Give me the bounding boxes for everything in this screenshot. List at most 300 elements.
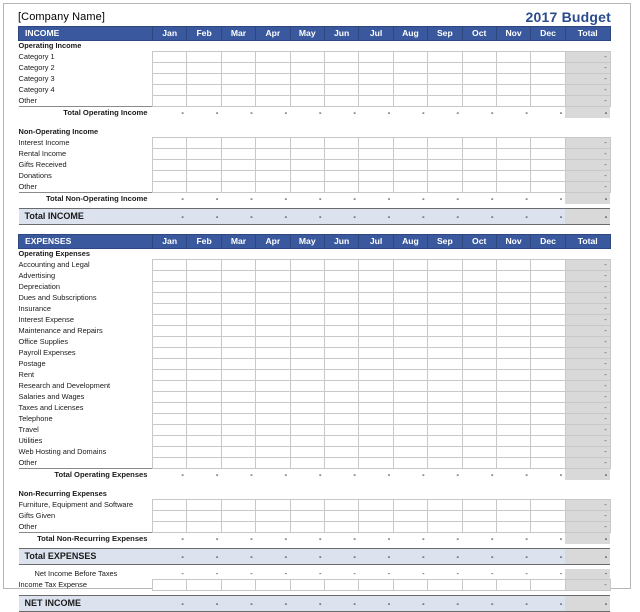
- amount-input-mar[interactable]: [221, 74, 255, 85]
- amount-input-sep[interactable]: [428, 271, 462, 282]
- amount-input-jul[interactable]: [359, 381, 393, 392]
- amount-input-sep[interactable]: [428, 359, 462, 370]
- amount-input-nov[interactable]: [496, 52, 530, 63]
- amount-input-sep[interactable]: [428, 52, 462, 63]
- amount-input-dec[interactable]: [531, 337, 565, 348]
- amount-input-feb[interactable]: [187, 52, 221, 63]
- amount-input-jul[interactable]: [359, 403, 393, 414]
- amount-input-dec[interactable]: [531, 392, 565, 403]
- amount-input-apr[interactable]: [256, 138, 290, 149]
- amount-input-jul[interactable]: [359, 96, 393, 107]
- amount-input-dec[interactable]: [531, 171, 565, 182]
- amount-input-feb[interactable]: [187, 315, 221, 326]
- amount-input-feb[interactable]: [187, 436, 221, 447]
- amount-input-oct[interactable]: [462, 52, 496, 63]
- tax-input-jun[interactable]: [324, 580, 358, 591]
- amount-input-feb[interactable]: [187, 260, 221, 271]
- amount-input-jul[interactable]: [359, 414, 393, 425]
- amount-input-may[interactable]: [290, 304, 324, 315]
- amount-input-dec[interactable]: [531, 511, 565, 522]
- amount-input-dec[interactable]: [531, 370, 565, 381]
- amount-input-dec[interactable]: [531, 522, 565, 533]
- amount-input-jul[interactable]: [359, 348, 393, 359]
- amount-input-jun[interactable]: [324, 359, 358, 370]
- amount-input-dec[interactable]: [531, 436, 565, 447]
- amount-input-aug[interactable]: [393, 96, 427, 107]
- amount-input-aug[interactable]: [393, 260, 427, 271]
- amount-input-jul[interactable]: [359, 171, 393, 182]
- amount-input-may[interactable]: [290, 52, 324, 63]
- amount-input-dec[interactable]: [531, 381, 565, 392]
- amount-input-nov[interactable]: [496, 337, 530, 348]
- amount-input-mar[interactable]: [221, 160, 255, 171]
- amount-input-feb[interactable]: [187, 392, 221, 403]
- amount-input-oct[interactable]: [462, 74, 496, 85]
- amount-input-mar[interactable]: [221, 381, 255, 392]
- amount-input-nov[interactable]: [496, 293, 530, 304]
- amount-input-may[interactable]: [290, 511, 324, 522]
- amount-input-jul[interactable]: [359, 392, 393, 403]
- amount-input-jun[interactable]: [324, 182, 358, 193]
- amount-input-jul[interactable]: [359, 282, 393, 293]
- amount-input-nov[interactable]: [496, 260, 530, 271]
- amount-input-jul[interactable]: [359, 511, 393, 522]
- amount-input-dec[interactable]: [531, 414, 565, 425]
- amount-input-oct[interactable]: [462, 171, 496, 182]
- amount-input-feb[interactable]: [187, 458, 221, 469]
- amount-input-mar[interactable]: [221, 359, 255, 370]
- amount-input-oct[interactable]: [462, 282, 496, 293]
- amount-input-oct[interactable]: [462, 511, 496, 522]
- amount-input-jun[interactable]: [324, 326, 358, 337]
- amount-input-jul[interactable]: [359, 149, 393, 160]
- amount-input-feb[interactable]: [187, 500, 221, 511]
- amount-input-apr[interactable]: [256, 149, 290, 160]
- amount-input-sep[interactable]: [428, 304, 462, 315]
- amount-input-sep[interactable]: [428, 171, 462, 182]
- amount-input-apr[interactable]: [256, 403, 290, 414]
- amount-input-jun[interactable]: [324, 74, 358, 85]
- amount-input-jan[interactable]: [153, 171, 187, 182]
- amount-input-jun[interactable]: [324, 160, 358, 171]
- amount-input-jun[interactable]: [324, 458, 358, 469]
- amount-input-may[interactable]: [290, 171, 324, 182]
- amount-input-sep[interactable]: [428, 260, 462, 271]
- tax-input-dec[interactable]: [531, 580, 565, 591]
- amount-input-dec[interactable]: [531, 315, 565, 326]
- amount-input-sep[interactable]: [428, 337, 462, 348]
- amount-input-dec[interactable]: [531, 63, 565, 74]
- amount-input-mar[interactable]: [221, 436, 255, 447]
- amount-input-apr[interactable]: [256, 381, 290, 392]
- amount-input-feb[interactable]: [187, 271, 221, 282]
- amount-input-aug[interactable]: [393, 271, 427, 282]
- amount-input-may[interactable]: [290, 392, 324, 403]
- amount-input-jun[interactable]: [324, 138, 358, 149]
- amount-input-nov[interactable]: [496, 74, 530, 85]
- amount-input-nov[interactable]: [496, 271, 530, 282]
- amount-input-aug[interactable]: [393, 304, 427, 315]
- amount-input-sep[interactable]: [428, 511, 462, 522]
- amount-input-mar[interactable]: [221, 337, 255, 348]
- amount-input-oct[interactable]: [462, 85, 496, 96]
- amount-input-jul[interactable]: [359, 52, 393, 63]
- amount-input-jan[interactable]: [153, 282, 187, 293]
- amount-input-oct[interactable]: [462, 271, 496, 282]
- amount-input-may[interactable]: [290, 282, 324, 293]
- amount-input-sep[interactable]: [428, 392, 462, 403]
- amount-input-jul[interactable]: [359, 63, 393, 74]
- amount-input-feb[interactable]: [187, 63, 221, 74]
- amount-input-jan[interactable]: [153, 337, 187, 348]
- amount-input-mar[interactable]: [221, 392, 255, 403]
- amount-input-jan[interactable]: [153, 447, 187, 458]
- amount-input-apr[interactable]: [256, 425, 290, 436]
- amount-input-aug[interactable]: [393, 370, 427, 381]
- amount-input-mar[interactable]: [221, 138, 255, 149]
- amount-input-apr[interactable]: [256, 260, 290, 271]
- amount-input-aug[interactable]: [393, 149, 427, 160]
- amount-input-oct[interactable]: [462, 304, 496, 315]
- amount-input-aug[interactable]: [393, 282, 427, 293]
- amount-input-jul[interactable]: [359, 315, 393, 326]
- amount-input-jun[interactable]: [324, 96, 358, 107]
- amount-input-jun[interactable]: [324, 282, 358, 293]
- amount-input-sep[interactable]: [428, 370, 462, 381]
- amount-input-mar[interactable]: [221, 63, 255, 74]
- tax-input-aug[interactable]: [393, 580, 427, 591]
- amount-input-jan[interactable]: [153, 52, 187, 63]
- amount-input-jan[interactable]: [153, 403, 187, 414]
- amount-input-aug[interactable]: [393, 447, 427, 458]
- amount-input-nov[interactable]: [496, 381, 530, 392]
- tax-input-apr[interactable]: [256, 580, 290, 591]
- tax-input-jul[interactable]: [359, 580, 393, 591]
- amount-input-nov[interactable]: [496, 447, 530, 458]
- amount-input-oct[interactable]: [462, 138, 496, 149]
- amount-input-aug[interactable]: [393, 326, 427, 337]
- amount-input-sep[interactable]: [428, 182, 462, 193]
- amount-input-oct[interactable]: [462, 182, 496, 193]
- amount-input-may[interactable]: [290, 271, 324, 282]
- amount-input-feb[interactable]: [187, 282, 221, 293]
- amount-input-jun[interactable]: [324, 425, 358, 436]
- amount-input-jun[interactable]: [324, 293, 358, 304]
- tax-input-oct[interactable]: [462, 580, 496, 591]
- amount-input-jan[interactable]: [153, 63, 187, 74]
- amount-input-sep[interactable]: [428, 500, 462, 511]
- amount-input-nov[interactable]: [496, 160, 530, 171]
- amount-input-jul[interactable]: [359, 425, 393, 436]
- amount-input-feb[interactable]: [187, 293, 221, 304]
- amount-input-jan[interactable]: [153, 511, 187, 522]
- amount-input-nov[interactable]: [496, 392, 530, 403]
- amount-input-nov[interactable]: [496, 326, 530, 337]
- amount-input-dec[interactable]: [531, 425, 565, 436]
- amount-input-oct[interactable]: [462, 370, 496, 381]
- amount-input-feb[interactable]: [187, 149, 221, 160]
- amount-input-aug[interactable]: [393, 74, 427, 85]
- amount-input-jun[interactable]: [324, 447, 358, 458]
- amount-input-jun[interactable]: [324, 392, 358, 403]
- amount-input-dec[interactable]: [531, 447, 565, 458]
- amount-input-oct[interactable]: [462, 458, 496, 469]
- tax-input-jan[interactable]: [153, 580, 187, 591]
- amount-input-apr[interactable]: [256, 74, 290, 85]
- amount-input-jul[interactable]: [359, 436, 393, 447]
- amount-input-apr[interactable]: [256, 304, 290, 315]
- amount-input-dec[interactable]: [531, 304, 565, 315]
- amount-input-jan[interactable]: [153, 381, 187, 392]
- amount-input-mar[interactable]: [221, 96, 255, 107]
- tax-input-mar[interactable]: [221, 580, 255, 591]
- amount-input-jan[interactable]: [153, 304, 187, 315]
- amount-input-aug[interactable]: [393, 63, 427, 74]
- amount-input-jan[interactable]: [153, 436, 187, 447]
- amount-input-sep[interactable]: [428, 403, 462, 414]
- amount-input-jun[interactable]: [324, 260, 358, 271]
- amount-input-aug[interactable]: [393, 436, 427, 447]
- amount-input-mar[interactable]: [221, 447, 255, 458]
- amount-input-jan[interactable]: [153, 149, 187, 160]
- amount-input-feb[interactable]: [187, 182, 221, 193]
- amount-input-mar[interactable]: [221, 425, 255, 436]
- tax-input-sep[interactable]: [428, 580, 462, 591]
- amount-input-feb[interactable]: [187, 337, 221, 348]
- amount-input-apr[interactable]: [256, 315, 290, 326]
- amount-input-may[interactable]: [290, 182, 324, 193]
- amount-input-mar[interactable]: [221, 293, 255, 304]
- amount-input-feb[interactable]: [187, 511, 221, 522]
- amount-input-dec[interactable]: [531, 96, 565, 107]
- amount-input-nov[interactable]: [496, 522, 530, 533]
- amount-input-may[interactable]: [290, 326, 324, 337]
- amount-input-dec[interactable]: [531, 282, 565, 293]
- amount-input-oct[interactable]: [462, 63, 496, 74]
- amount-input-feb[interactable]: [187, 304, 221, 315]
- amount-input-nov[interactable]: [496, 511, 530, 522]
- amount-input-jun[interactable]: [324, 271, 358, 282]
- amount-input-apr[interactable]: [256, 96, 290, 107]
- amount-input-jan[interactable]: [153, 271, 187, 282]
- amount-input-jan[interactable]: [153, 392, 187, 403]
- amount-input-may[interactable]: [290, 85, 324, 96]
- amount-input-sep[interactable]: [428, 85, 462, 96]
- amount-input-apr[interactable]: [256, 522, 290, 533]
- amount-input-may[interactable]: [290, 370, 324, 381]
- amount-input-apr[interactable]: [256, 85, 290, 96]
- amount-input-jun[interactable]: [324, 63, 358, 74]
- tax-input-nov[interactable]: [496, 580, 530, 591]
- amount-input-sep[interactable]: [428, 458, 462, 469]
- amount-input-nov[interactable]: [496, 370, 530, 381]
- amount-input-may[interactable]: [290, 337, 324, 348]
- amount-input-sep[interactable]: [428, 436, 462, 447]
- amount-input-mar[interactable]: [221, 414, 255, 425]
- amount-input-aug[interactable]: [393, 315, 427, 326]
- amount-input-dec[interactable]: [531, 138, 565, 149]
- amount-input-feb[interactable]: [187, 326, 221, 337]
- amount-input-mar[interactable]: [221, 500, 255, 511]
- amount-input-apr[interactable]: [256, 171, 290, 182]
- amount-input-may[interactable]: [290, 458, 324, 469]
- amount-input-feb[interactable]: [187, 74, 221, 85]
- amount-input-nov[interactable]: [496, 85, 530, 96]
- amount-input-feb[interactable]: [187, 447, 221, 458]
- amount-input-jul[interactable]: [359, 138, 393, 149]
- amount-input-may[interactable]: [290, 63, 324, 74]
- amount-input-nov[interactable]: [496, 500, 530, 511]
- amount-input-sep[interactable]: [428, 138, 462, 149]
- amount-input-may[interactable]: [290, 381, 324, 392]
- amount-input-may[interactable]: [290, 160, 324, 171]
- amount-input-oct[interactable]: [462, 436, 496, 447]
- amount-input-jan[interactable]: [153, 96, 187, 107]
- amount-input-sep[interactable]: [428, 326, 462, 337]
- amount-input-aug[interactable]: [393, 403, 427, 414]
- amount-input-nov[interactable]: [496, 359, 530, 370]
- amount-input-oct[interactable]: [462, 315, 496, 326]
- amount-input-jan[interactable]: [153, 425, 187, 436]
- amount-input-sep[interactable]: [428, 414, 462, 425]
- amount-input-may[interactable]: [290, 447, 324, 458]
- amount-input-dec[interactable]: [531, 500, 565, 511]
- amount-input-jun[interactable]: [324, 370, 358, 381]
- amount-input-mar[interactable]: [221, 182, 255, 193]
- amount-input-oct[interactable]: [462, 337, 496, 348]
- amount-input-nov[interactable]: [496, 138, 530, 149]
- amount-input-oct[interactable]: [462, 392, 496, 403]
- amount-input-aug[interactable]: [393, 359, 427, 370]
- amount-input-apr[interactable]: [256, 160, 290, 171]
- amount-input-aug[interactable]: [393, 138, 427, 149]
- amount-input-jun[interactable]: [324, 85, 358, 96]
- tax-input-may[interactable]: [290, 580, 324, 591]
- amount-input-sep[interactable]: [428, 425, 462, 436]
- amount-input-jul[interactable]: [359, 304, 393, 315]
- amount-input-dec[interactable]: [531, 458, 565, 469]
- amount-input-sep[interactable]: [428, 293, 462, 304]
- amount-input-jan[interactable]: [153, 138, 187, 149]
- amount-input-dec[interactable]: [531, 359, 565, 370]
- amount-input-mar[interactable]: [221, 315, 255, 326]
- amount-input-aug[interactable]: [393, 500, 427, 511]
- amount-input-feb[interactable]: [187, 138, 221, 149]
- amount-input-sep[interactable]: [428, 522, 462, 533]
- amount-input-dec[interactable]: [531, 160, 565, 171]
- amount-input-aug[interactable]: [393, 85, 427, 96]
- amount-input-jun[interactable]: [324, 522, 358, 533]
- amount-input-apr[interactable]: [256, 436, 290, 447]
- tax-input-feb[interactable]: [187, 580, 221, 591]
- amount-input-jun[interactable]: [324, 149, 358, 160]
- amount-input-oct[interactable]: [462, 500, 496, 511]
- amount-input-jul[interactable]: [359, 271, 393, 282]
- amount-input-aug[interactable]: [393, 511, 427, 522]
- amount-input-jan[interactable]: [153, 458, 187, 469]
- amount-input-nov[interactable]: [496, 171, 530, 182]
- amount-input-jan[interactable]: [153, 315, 187, 326]
- amount-input-dec[interactable]: [531, 52, 565, 63]
- amount-input-may[interactable]: [290, 315, 324, 326]
- amount-input-jun[interactable]: [324, 337, 358, 348]
- amount-input-oct[interactable]: [462, 425, 496, 436]
- amount-input-sep[interactable]: [428, 149, 462, 160]
- amount-input-jan[interactable]: [153, 160, 187, 171]
- amount-input-jan[interactable]: [153, 359, 187, 370]
- amount-input-jun[interactable]: [324, 436, 358, 447]
- amount-input-nov[interactable]: [496, 403, 530, 414]
- amount-input-feb[interactable]: [187, 381, 221, 392]
- company-name[interactable]: [Company Name]: [18, 11, 105, 23]
- amount-input-jan[interactable]: [153, 74, 187, 85]
- amount-input-nov[interactable]: [496, 182, 530, 193]
- amount-input-nov[interactable]: [496, 96, 530, 107]
- amount-input-apr[interactable]: [256, 52, 290, 63]
- amount-input-oct[interactable]: [462, 447, 496, 458]
- amount-input-apr[interactable]: [256, 282, 290, 293]
- amount-input-aug[interactable]: [393, 160, 427, 171]
- amount-input-jul[interactable]: [359, 447, 393, 458]
- amount-input-jan[interactable]: [153, 348, 187, 359]
- amount-input-apr[interactable]: [256, 63, 290, 74]
- amount-input-jun[interactable]: [324, 381, 358, 392]
- amount-input-jan[interactable]: [153, 85, 187, 96]
- amount-input-may[interactable]: [290, 260, 324, 271]
- amount-input-nov[interactable]: [496, 436, 530, 447]
- amount-input-oct[interactable]: [462, 359, 496, 370]
- amount-input-jul[interactable]: [359, 337, 393, 348]
- amount-input-may[interactable]: [290, 436, 324, 447]
- amount-input-dec[interactable]: [531, 326, 565, 337]
- amount-input-mar[interactable]: [221, 522, 255, 533]
- amount-input-dec[interactable]: [531, 85, 565, 96]
- amount-input-jul[interactable]: [359, 370, 393, 381]
- amount-input-aug[interactable]: [393, 52, 427, 63]
- amount-input-feb[interactable]: [187, 348, 221, 359]
- amount-input-mar[interactable]: [221, 458, 255, 469]
- amount-input-mar[interactable]: [221, 282, 255, 293]
- amount-input-sep[interactable]: [428, 315, 462, 326]
- amount-input-jul[interactable]: [359, 359, 393, 370]
- amount-input-may[interactable]: [290, 414, 324, 425]
- amount-input-aug[interactable]: [393, 458, 427, 469]
- amount-input-mar[interactable]: [221, 85, 255, 96]
- amount-input-nov[interactable]: [496, 414, 530, 425]
- amount-input-dec[interactable]: [531, 182, 565, 193]
- amount-input-aug[interactable]: [393, 337, 427, 348]
- amount-input-may[interactable]: [290, 348, 324, 359]
- amount-input-apr[interactable]: [256, 359, 290, 370]
- amount-input-sep[interactable]: [428, 160, 462, 171]
- amount-input-jun[interactable]: [324, 52, 358, 63]
- amount-input-jun[interactable]: [324, 500, 358, 511]
- amount-input-jun[interactable]: [324, 315, 358, 326]
- amount-input-may[interactable]: [290, 359, 324, 370]
- amount-input-jul[interactable]: [359, 85, 393, 96]
- amount-input-may[interactable]: [290, 96, 324, 107]
- amount-input-apr[interactable]: [256, 392, 290, 403]
- amount-input-mar[interactable]: [221, 403, 255, 414]
- amount-input-jun[interactable]: [324, 171, 358, 182]
- amount-input-jan[interactable]: [153, 182, 187, 193]
- amount-input-may[interactable]: [290, 293, 324, 304]
- amount-input-nov[interactable]: [496, 63, 530, 74]
- amount-input-aug[interactable]: [393, 414, 427, 425]
- amount-input-feb[interactable]: [187, 370, 221, 381]
- amount-input-jun[interactable]: [324, 403, 358, 414]
- amount-input-mar[interactable]: [221, 304, 255, 315]
